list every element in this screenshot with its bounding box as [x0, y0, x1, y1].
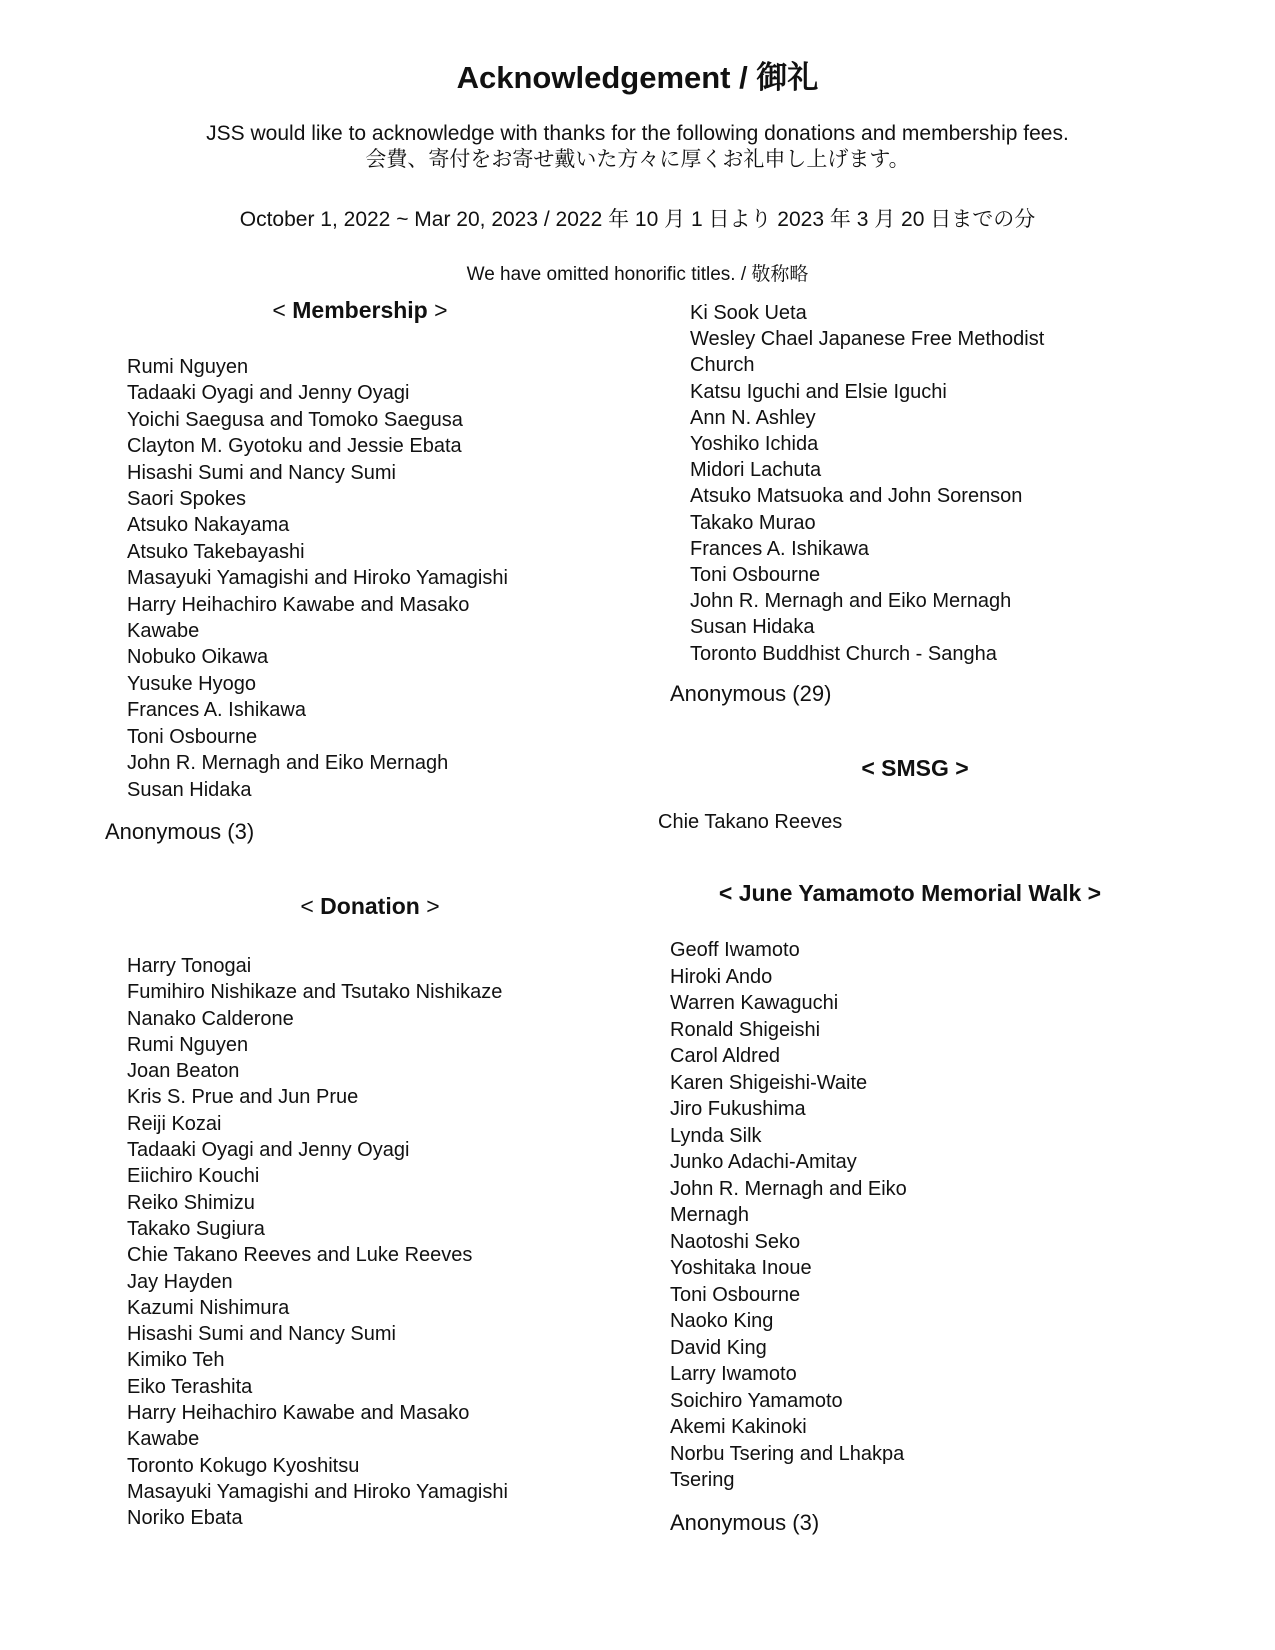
list-item: Tadaaki Oyagi and Jenny Oyagi: [127, 1139, 410, 1162]
donation-header-label: Donation: [320, 893, 420, 919]
memorial-walk-anonymous: Anonymous (3): [670, 1510, 820, 1535]
list-item: Naoko King: [670, 1310, 774, 1332]
list-item: Ki Sook Ueta: [690, 302, 807, 324]
list-item: Toni Osbourne: [127, 725, 258, 748]
list-item: John R. Mernagh and Eiko Mernagh: [127, 752, 449, 775]
header-bracket-close: >: [427, 297, 448, 323]
list-item: Geoff Iwamoto: [670, 939, 800, 961]
list-item: Masayuki Yamagishi and Hiroko Yamagishi: [127, 567, 508, 590]
list-item: Tadaaki Oyagi and Jenny Oyagi: [127, 382, 410, 405]
list-item: Yusuke Hyogo: [127, 672, 256, 695]
header-bracket-close: >: [419, 893, 440, 919]
list-item: Kris S. Prue and Jun Prue: [127, 1086, 359, 1109]
list-item: Toronto Kokugo Kyoshitsu: [127, 1454, 360, 1477]
donation-anonymous: Anonymous (29): [670, 681, 832, 706]
list-item: Toronto Buddhist Church - Sangha: [690, 642, 997, 665]
list-item: Hisashi Sumi and Nancy Sumi: [127, 461, 396, 484]
list-item: Toni Osbourne: [670, 1283, 801, 1306]
list-item: Lynda Silk: [670, 1124, 762, 1147]
intro-text: [0, 121, 1275, 173]
list-item: Warren Kawaguchi: [670, 992, 839, 1014]
list-item: Karen Shigeishi-Waite: [670, 1071, 868, 1094]
header-bracket-open: <: [300, 893, 321, 919]
donation-list: [127, 953, 508, 1532]
list-item: John R. Mernagh and Eiko Mernagh: [690, 590, 1012, 613]
membership-header: [240, 297, 480, 324]
header-bracket-open: <: [272, 297, 293, 323]
list-item: Masayuki Yamagishi and Hiroko Yamagishi: [127, 1480, 508, 1503]
smsg-header: < SMSG >: [861, 755, 969, 781]
memorial-walk-header: < June Yamamoto Memorial Walk >: [718, 880, 1102, 906]
list-item: Norbu Tsering and Lhakpa: [670, 1442, 905, 1465]
list-item: Larry Iwamoto: [670, 1363, 797, 1385]
list-item: Kazumi Nishimura: [127, 1296, 290, 1319]
membership-header-label: Membership: [292, 297, 428, 323]
list-item: Susan Hidaka: [690, 616, 815, 639]
list-item: John R. Mernagh and Eiko: [670, 1177, 907, 1200]
list-item: Hiroki Ando: [670, 965, 773, 988]
intro-english: JSS would like to acknowledge with thanks for the following donations and membership fees.: [206, 122, 1069, 145]
list-item: Tsering: [670, 1469, 735, 1491]
list-item: Yoshitaka Inoue: [670, 1257, 812, 1279]
page-title: Acknowledgement / 御礼: [456, 60, 819, 95]
donation-header: [250, 893, 490, 920]
list-item: Hisashi Sumi and Nancy Sumi: [127, 1323, 396, 1346]
intro-japanese: 会費、寄付をお寄せ戴いた方々に厚くお礼申し上げます。: [365, 148, 910, 171]
list-item: Jay Hayden: [127, 1270, 233, 1293]
list-item: Takako Murao: [690, 511, 816, 534]
list-item: Susan Hidaka: [127, 778, 252, 801]
list-item: Harry Tonogai: [127, 955, 252, 977]
list-item: Kawabe: [127, 620, 200, 643]
list-item: Ann N. Ashley: [690, 406, 816, 429]
list-item: Fumihiro Nishikaze and Tsutako Nishikaze: [127, 981, 503, 1004]
list-item: Saori Spokes: [127, 488, 246, 511]
list-item: Soichiro Yamamoto: [670, 1389, 843, 1412]
membership-anonymous: Anonymous (3): [105, 819, 255, 844]
list-item: Junko Adachi-Amitay: [670, 1151, 857, 1173]
list-item: Nanako Calderone: [127, 1007, 294, 1030]
list-item: Takako Sugiura: [127, 1217, 265, 1240]
list-item: Katsu Iguchi and Elsie Iguchi: [690, 380, 947, 403]
membership-list: [127, 354, 508, 803]
list-item: Reiji Kozai: [127, 1112, 222, 1135]
donation-list-continued: [690, 300, 1044, 667]
list-item: Atsuko Takebayashi: [127, 540, 305, 563]
list-item: Atsuko Matsuoka and John Sorenson: [690, 485, 1023, 508]
list-item: Chie Takano Reeves and Luke Reeves: [127, 1244, 473, 1267]
list-item: Church: [690, 354, 755, 377]
list-item: Toni Osbourne: [690, 564, 821, 587]
list-item: Frances A. Ishikawa: [127, 699, 306, 722]
list-item: Midori Lachuta: [690, 459, 822, 482]
list-item: David King: [670, 1336, 767, 1359]
list-item: Ronald Shigeishi: [670, 1018, 821, 1041]
list-item: Noriko Ebata: [127, 1507, 243, 1530]
honorific-note: We have omitted honorific titles. / 敬称略: [466, 264, 809, 285]
list-item: Atsuko Nakayama: [127, 514, 290, 537]
list-item: Joan Beaton: [127, 1060, 240, 1083]
list-item: Kawabe: [127, 1428, 200, 1451]
list-item: Akemi Kakinoki: [670, 1416, 807, 1438]
period-text: October 1, 2022 ~ Mar 20, 2023 / 2022 年 10 月 1 日より 2023 年 3 月 20 日までの分: [239, 208, 1036, 231]
list-item: Nobuko Oikawa: [127, 646, 269, 669]
list-item: Rumi Nguyen: [127, 1033, 249, 1056]
list-item: Harry Heihachiro Kawabe and Masako: [127, 1402, 470, 1425]
list-item: Jiro Fukushima: [670, 1098, 806, 1120]
list-item: Mernagh: [670, 1204, 749, 1226]
list-item: Yoichi Saegusa and Tomoko Saegusa: [127, 408, 463, 431]
list-item: Eiko Terashita: [127, 1375, 253, 1398]
list-item: Carol Aldred: [670, 1045, 781, 1067]
list-item: Kimiko Teh: [127, 1349, 225, 1372]
list-item: Rumi Nguyen: [127, 356, 249, 378]
list-item: Clayton M. Gyotoku and Jessie Ebata: [127, 435, 462, 458]
smsg-name: Chie Takano Reeves: [658, 811, 843, 833]
list-item: Harry Heihachiro Kawabe and Masako: [127, 593, 470, 616]
list-item: Reiko Shimizu: [127, 1191, 255, 1214]
list-item: Naotoshi Seko: [670, 1230, 801, 1253]
list-item: Eiichiro Kouchi: [127, 1165, 260, 1188]
list-item: Yoshiko Ichida: [690, 433, 819, 456]
memorial-walk-list: [670, 937, 907, 1494]
list-item: Frances A. Ishikawa: [690, 537, 869, 560]
list-item: Wesley Chael Japanese Free Methodist: [690, 328, 1045, 351]
